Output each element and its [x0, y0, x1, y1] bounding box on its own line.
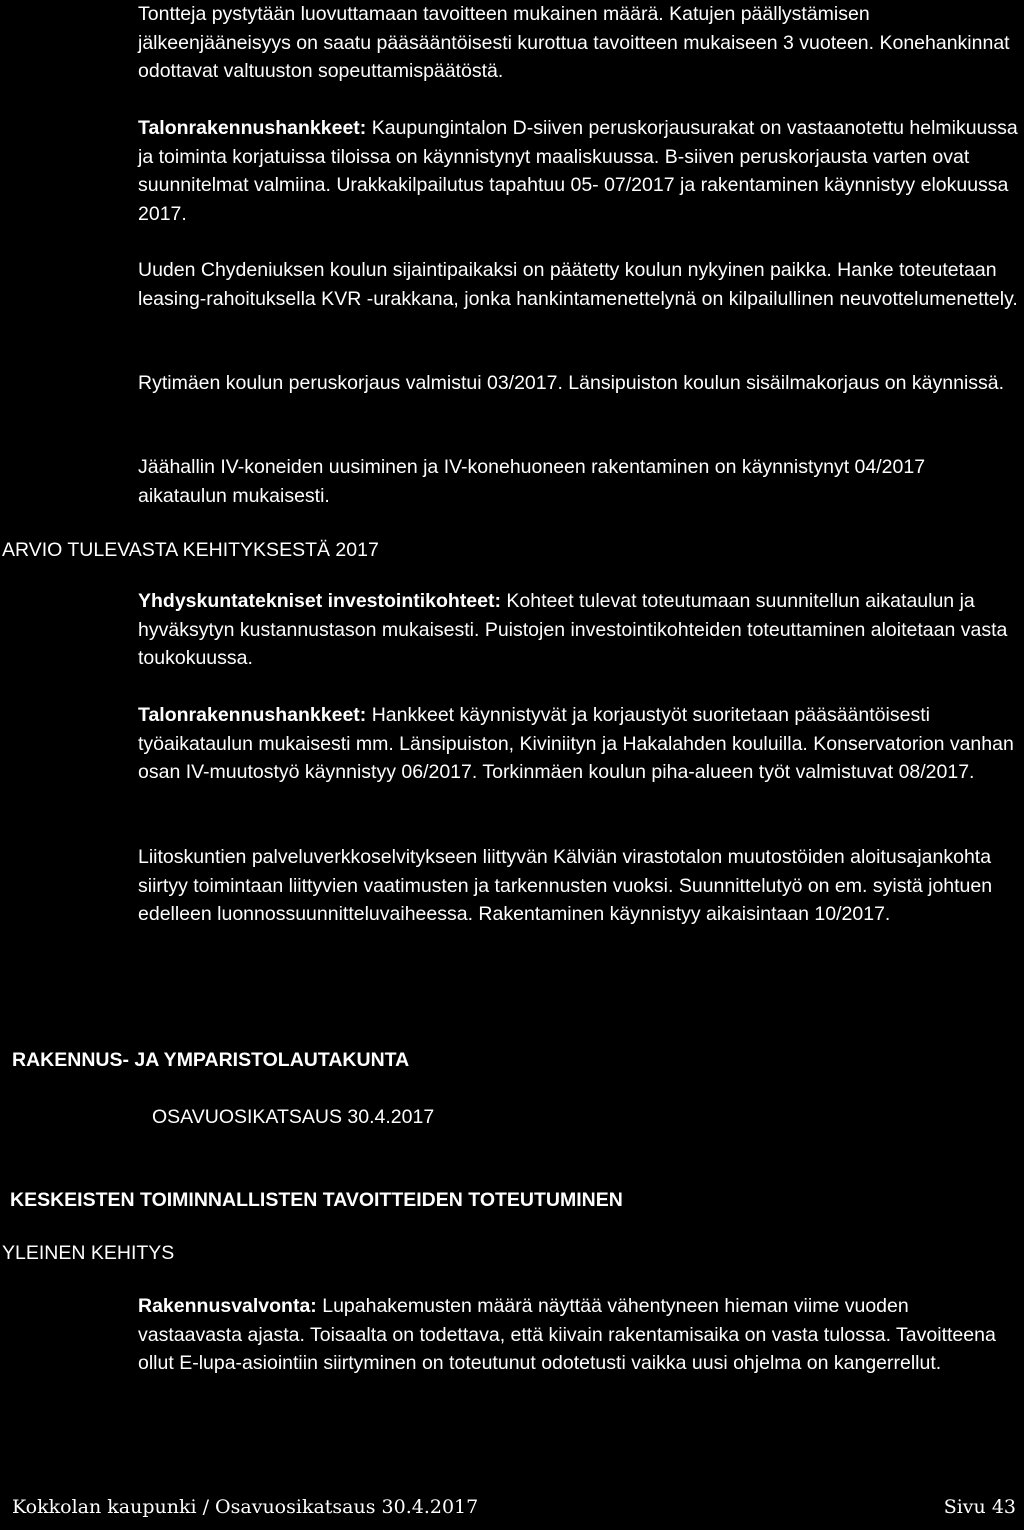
footer-title: Kokkolan kaupunki / Osavuosikatsaus 30.4.2017: [12, 1496, 479, 1518]
paragraph-chydenius: Uuden Chydeniuksen koulun sijaintipaikaksi on päätetty koulun nykyinen paikka. Hanke toteutetaan leasing-rahoituksella KVR -urakkana, jonka hankintamenettelynä on kilpailullinen neuvottelumenettely.: [138, 259, 1018, 310]
paragraph-rytimaki: Rytimäen koulun peruskorjaus valmistui 03/2017. Länsipuiston koulun sisäilmakorjaus on käynnissä.: [138, 372, 1005, 394]
paragraph-talonrakennus-2: Talonrakennushankkeet: Hankkeet käynnistyvät ja korjaustyöt suoritetaan pääsääntöisesti työaikataulun mukaisesti mm. Länsipuiston, Kiviniityn ja Hakalahden kouluilla. Konservatorion vanhan osan IV-muutostyö käynnistyy 06/2017. Torkinmäen koulun piha-alueen työt valmistuvat 08/2017.: [138, 704, 1014, 783]
heading-arvio: ARVIO TULEVASTA KEHITYKSESTÄ 2017: [2, 539, 379, 561]
heading-osavuosikatsaus: OSAVUOSIKATSAUS 30.4.2017: [152, 1106, 435, 1128]
footer-page-number: Sivu 43: [943, 1496, 1016, 1518]
paragraph-yhdyskunta: Yhdyskuntatekniset investointikohteet: Kohteet tulevat toteutumaan suunnitellun aikataulun ja hyväksytyn kustannustason mukaisesti. Puistojen investointikohteiden toteuttaminen aloitetaan vasta toukokuussa.: [138, 590, 1008, 669]
heading-yleinen-kehitys: YLEINEN KEHITYS: [2, 1242, 175, 1264]
heading-lautakunta: RAKENNUS- JA YMPARISTOLAUTAKUNTA: [12, 1049, 410, 1071]
paragraph-tontteja: Tontteja pystytään luovuttamaan tavoitteen mukainen määrä. Katujen päällystämisen jälkeenjääneisyys on saatu pääsääntöisesti kurottua tavoitteen mukaiseen 3 vuoteen. Konehankinnat odottavat valtuuston sopeuttamispäätöstä.: [138, 3, 1010, 82]
paragraph-jaahalli: Jäähallin IV-koneiden uusiminen ja IV-konehuoneen rakentaminen on käynnistynyt 04/2017 aikataulun mukaisesti.: [138, 456, 926, 507]
paragraph-talonrakennus-1: Talonrakennushankkeet: Kaupungintalon D-siiven peruskorjausurakat on vastaanotettu helmikuussa ja toiminta korjatuissa tiloissa on käynnistynyt maaliskuussa. B-siiven peruskorjausta varten ovat suunnitelmat valmiina. Urakkakilpailutus tapahtuu 05- 07/2017 ja rakentaminen käynnistyy elokuussa 2017.: [138, 117, 1018, 225]
heading-keskeisten: KESKEISTEN TOIMINNALLISTEN TAVOITTEIDEN TOTEUTUMINEN: [10, 1189, 623, 1211]
paragraph-rakennusvalvonta: Rakennusvalvonta: Lupahakemusten määrä näyttää vähentyneen hieman viime vuoden vastaavasta ajasta. Toisaalta on todettava, että kiivain rakentamisaika on vasta tulossa. Tavoitteena ollut E-lupa-asiointiin siirtyminen on toteutunut odotetusti vaikka uusi ohjelma on kangerrellut.: [138, 1295, 996, 1374]
paragraph-liitoskunnat: Liitoskuntien palveluverkkoselvitykseen liittyvän Kälviän virastotalon muutostöiden aloitusajankohta siirtyy toimintaan liittyvien vaatimusten ja tarkennusten vuoksi. Suunnittelutyö on em. syistä johtuen edelleen luonnossuunnitteluvaiheessa. Rakentaminen käynnistyy aikaisintaan 10/2017.: [138, 846, 993, 925]
